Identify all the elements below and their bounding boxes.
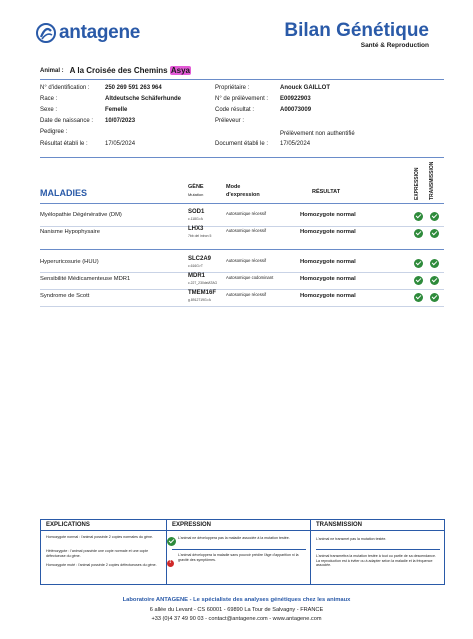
- result: Homozygote normal: [300, 259, 356, 265]
- divider-info: [40, 157, 444, 158]
- disease-name: Myélopathie Dégénérative (DM): [40, 212, 122, 218]
- animal-name-highlight: Asya: [170, 66, 190, 75]
- transmission-check-icon: [430, 259, 439, 268]
- gene-name: TMEM16F: [188, 290, 217, 296]
- expression-check-icon: [414, 293, 423, 302]
- animal-label: Animal :: [40, 67, 64, 74]
- info-key: Date de naissance :: [40, 118, 94, 124]
- divider-table-head: [40, 203, 444, 204]
- result: Homozygote normal: [300, 293, 356, 299]
- mutation: 7bb del intron 5: [188, 234, 212, 238]
- table-row: [40, 256, 444, 272]
- divider: [316, 549, 440, 550]
- col-mode-2: d'expression: [226, 192, 260, 198]
- info-key: Pedigree :: [40, 129, 68, 135]
- mode: Autosomique récessif: [226, 258, 267, 263]
- mutation: c.227_230delATAG: [188, 281, 218, 285]
- page-subtitle: Santé & Reproduction: [360, 42, 429, 49]
- info-key: Race :: [40, 96, 58, 102]
- info-value: Prélèvement non authentifié: [280, 131, 355, 137]
- page-title: Bilan Génétique: [284, 20, 429, 41]
- transmission-item: L'animal transmettra la mutation testée à tout ou partie de sa descendance. La reproduction est à éviter ou à adapter selon la maladie et la fréquence associée.: [316, 554, 436, 568]
- mutation: g.8912719G>A: [188, 298, 211, 302]
- result: Homozygote normal: [300, 212, 356, 218]
- info-value: 17/05/2024: [105, 141, 136, 147]
- info-key: Document établi le :: [215, 141, 269, 147]
- info-value: 250 269 591 263 964: [105, 85, 162, 91]
- transmission-check-icon: [430, 293, 439, 302]
- animal-name-text: A la Croisée des Chemins: [69, 66, 168, 75]
- table-row: [40, 290, 444, 306]
- footer-lab: Laboratoire ANTAGENE - Le spécialiste des analyses génétiques chez les animaux: [122, 597, 351, 603]
- info-value: 17/05/2024: [280, 141, 311, 147]
- animal-row: [40, 66, 191, 75]
- disease-name: Sensibilité Médicamenteuse MDR1: [40, 276, 131, 282]
- info-key: Propriétaire :: [215, 85, 250, 91]
- brand-name: antagene: [59, 22, 141, 43]
- col-gene: GÈNE: [188, 184, 204, 190]
- transmission-check-icon: [430, 276, 439, 285]
- transmission-check-icon: [430, 229, 439, 238]
- legend-divider: [166, 519, 167, 584]
- table-row: [40, 273, 444, 289]
- info-value: Anouck GAILLOT: [280, 85, 330, 91]
- disease-name: Hyperuricosurie (HUU): [40, 259, 99, 265]
- col-transmission: TRANSMISSION: [429, 161, 435, 200]
- expression-check-icon: [414, 259, 423, 268]
- animal-name: [70, 66, 191, 75]
- divider: [40, 249, 444, 250]
- expression-item: L'animal ne développera pas la maladie associée à la mutation testée.: [178, 536, 290, 540]
- gene-name: SLC2A9: [188, 256, 212, 262]
- info-key: Sexe :: [40, 107, 58, 113]
- explication-item: Homozygote muté : l'animal possède 2 copies défectueuses du gène.: [46, 563, 157, 567]
- transmission-check-icon: [430, 212, 439, 221]
- info-block: [40, 85, 444, 155]
- transmission-title: TRANSMISSION: [316, 522, 363, 528]
- antagene-logo-icon: [36, 23, 56, 43]
- info-value: Femelle: [105, 107, 128, 113]
- divider: [172, 549, 306, 550]
- legend-divider: [310, 519, 311, 584]
- table-row: [40, 209, 444, 225]
- footer-contact: +33 (0)4 37 49 90 03 - contact@antagene.com - www.antagene.com: [151, 616, 322, 622]
- col-gene-sub: Mutation: [188, 192, 204, 197]
- explications-title: EXPLICATIONS: [46, 522, 90, 528]
- mode: Autosomique codominant: [226, 275, 274, 280]
- mode: Autosomique récessif: [226, 228, 267, 233]
- col-expression: EXPRESSION: [414, 167, 420, 200]
- footer-address: 6 allée du Levant - CS 60001 - 69890 La Tour de Salvagny - FRANCE: [149, 607, 324, 613]
- explication-item: Homozygote normal : l'animal possède 2 copies normales du gène.: [46, 535, 153, 539]
- table-row: [40, 226, 444, 242]
- legend-header-rule: [40, 530, 444, 531]
- gene-name: MDR1: [188, 273, 206, 279]
- info-value: Altdeutsche Schäferhunde: [105, 96, 182, 102]
- divider: [40, 306, 444, 307]
- expression-title: EXPRESSION: [172, 522, 212, 528]
- mutation: c.616G>T: [188, 264, 203, 268]
- antagene-logo: [36, 22, 140, 44]
- disease-name: Syndrome de Scott: [40, 293, 90, 299]
- info-key: Code résultat :: [215, 107, 255, 113]
- expression-check-icon: [414, 212, 423, 221]
- mode: Autosomique récessif: [226, 292, 267, 297]
- info-key: N° d'identification :: [40, 85, 90, 91]
- info-value: E00922903: [280, 96, 311, 102]
- disease-name: Nanisme Hypophysaire: [40, 229, 100, 235]
- mutation: c.118G>A: [188, 217, 203, 221]
- gene-name: SOD1: [188, 209, 205, 215]
- col-mode-1: Mode: [226, 184, 241, 190]
- info-value: A00073009: [280, 107, 312, 113]
- result: Homozygote normal: [300, 276, 356, 282]
- info-key: N° de prélèvement :: [215, 96, 269, 102]
- mode: Autosomique récessif: [226, 211, 267, 216]
- info-key: Préleveur :: [215, 118, 245, 124]
- result: Homozygote normal: [300, 229, 356, 235]
- col-result: RÉSULTAT: [312, 189, 341, 195]
- divider-top: [40, 79, 444, 80]
- expression-check-icon: [414, 276, 423, 285]
- expression-warning-icon: [167, 560, 174, 567]
- section-title: MALADIES: [40, 188, 87, 198]
- info-key: Résultat établi le :: [40, 141, 88, 147]
- info-value: 10/07/2023: [105, 118, 136, 124]
- explication-item: Hétérozygote : l'animal possède une copie normale et une copie défectueuse du gène.: [46, 549, 149, 558]
- expression-item: L'animal développera la maladie sans pouvoir prédire l'âge d'apparition ni la gravité des symptômes.: [178, 553, 299, 562]
- gene-name: LHX3: [188, 226, 204, 232]
- transmission-item: L'animal ne transmet pas la mutation testée.: [316, 537, 387, 541]
- expression-check-icon: [414, 229, 423, 238]
- expression-ok-icon: [167, 537, 176, 546]
